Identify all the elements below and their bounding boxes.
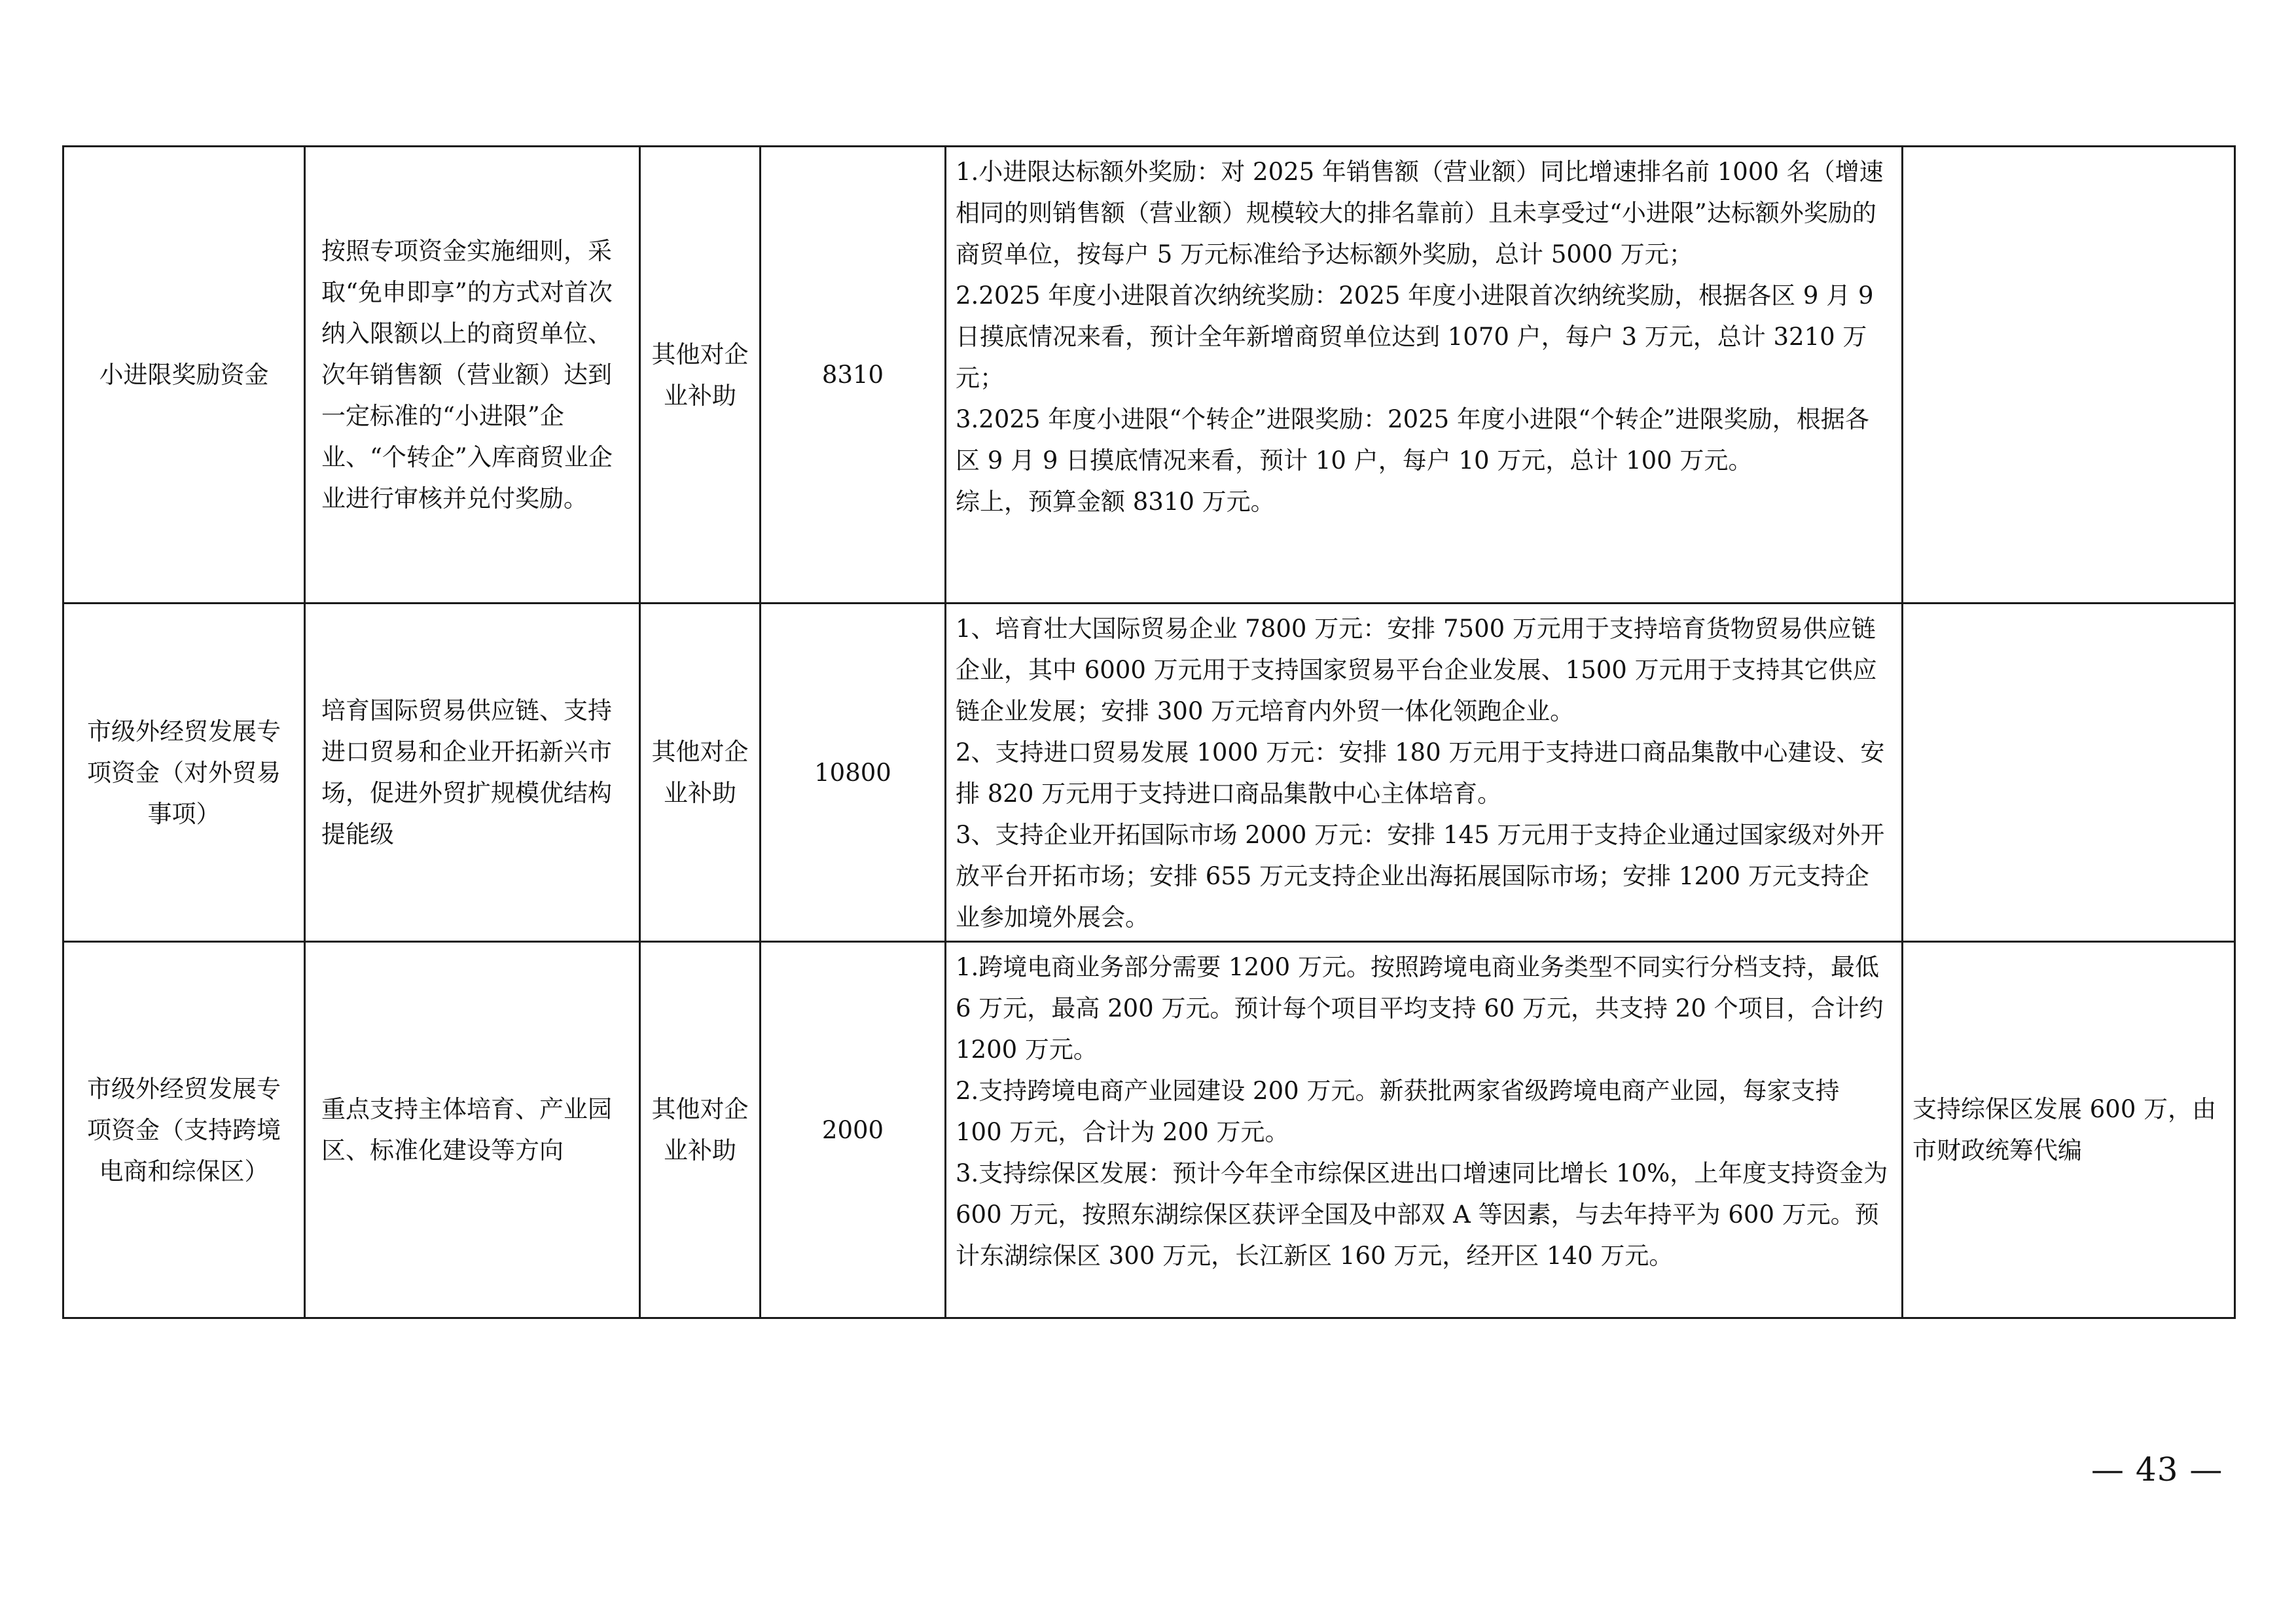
fund-note-cell (1903, 147, 2235, 604)
detail-paragraph: 3.支持综保区发展：预计今年全市综保区进出口增速同比增长 10%，上年度支持资金为 600 万元，按照东湖综保区获评全国及中部双 A 等因素，与去年持平为 600 万元。预计东湖综保区 300 万元，长江新区 160 万元，经开区 140 万元。 (956, 1159, 1888, 1270)
fund-content-cell (305, 942, 640, 1318)
fund-amount-text: 10800 (814, 758, 891, 787)
detail-paragraph: 2、支持进口贸易发展 1000 万元：安排 180 万元用于支持进口商品集散中心建设、安排 820 万元用于支持进口商品集散中心主体培育。 (956, 738, 1885, 808)
detail-paragraph: 1.跨境电商业务部分需要 1200 万元。按照跨境电商业务类型不同实行分档支持，最低 6 万元，最高 200 万元。预计每个项目平均支持 60 万元，共支持 20 个项目，合计约 1200 万元。 (956, 953, 1884, 1064)
fund-detail-cell (946, 604, 1903, 942)
page-number: — 43 — (2091, 1451, 2223, 1489)
fund-type-cell (640, 942, 761, 1318)
table-row (63, 604, 2235, 942)
fund-content-text: 培育国际贸易供应链、支持进口贸易和企业开拓新兴市场，促进外贸扩规模优结构提能级 (321, 696, 612, 848)
fund-type-text: 其他对企业补助 (651, 340, 749, 410)
fund-amount-cell (761, 604, 946, 942)
detail-paragraph: 2.支持跨境电商产业园建设 200 万元。新获批两家省级跨境电商产业园，每家支持 100 万元，合计为 200 万元。 (956, 1077, 1840, 1146)
fund-content-cell (305, 147, 640, 604)
detail-paragraph: 1、培育壮大国际贸易企业 7800 万元：安排 7500 万元用于支持培育货物贸易供应链企业，其中 6000 万元用于支持国家贸易平台企业发展、1500 万元用于支持其它供应链企业发展；安排 300 万元培育内外贸一体化领跑企业。 (956, 615, 1877, 725)
detail-paragraph: 1.小进限达标额外奖励：对 2025 年销售额（营业额）同比增速排名前 1000 名（增速相同的则销售额（营业额）规模较大的排名靠前）且未享受过“小进限”达标额外奖励的商贸单位，按每户 5 万元标准给予达标额外奖励，总计 5000 万元； (956, 158, 1884, 268)
fund-name-cell (63, 942, 305, 1318)
table-row (63, 942, 2235, 1318)
table-row (63, 147, 2235, 604)
budget-table (62, 145, 2236, 1319)
fund-name-cell (63, 604, 305, 942)
fund-type-text: 其他对企业补助 (651, 738, 749, 807)
fund-amount-cell (761, 942, 946, 1318)
fund-name-cell: 小进限奖励资金 (63, 147, 305, 604)
fund-name-text: 市级外经贸发展专项资金（对外贸易事项） (87, 717, 281, 828)
fund-amount-cell (761, 147, 946, 604)
fund-amount-text: 2000 (821, 1115, 884, 1144)
fund-content-text: 重点支持主体培育、产业园区、标准化建设等方向 (321, 1095, 612, 1164)
fund-detail-cell (946, 147, 1903, 604)
fund-name-text: 市级外经贸发展专项资金（支持跨境电商和综保区） (87, 1074, 281, 1185)
fund-amount-text: 8310 (821, 361, 884, 389)
fund-note-cell (1903, 604, 2235, 942)
detail-paragraph: 2.2025 年度小进限首次纳统奖励：2025 年度小进限首次纳统奖励，根据各区 9 月 9 日摸底情况来看，预计全年新增商贸单位达到 1070 户，每户 3 万元，总计 3210 万元； (956, 281, 1874, 392)
detail-paragraph: 3、支持企业开拓国际市场 2000 万元：安排 145 万元用于支持企业通过国家级对外开放平台开拓市场；安排 655 万元支持企业出海拓展国际市场；安排 1200 万元支持企业参加境外展会。 (956, 821, 1885, 931)
fund-content-cell (305, 604, 640, 942)
fund-note-cell (1903, 942, 2235, 1318)
fund-detail-cell (946, 942, 1903, 1318)
fund-type-cell (640, 147, 761, 604)
detail-paragraph: 综上，预算金额 8310 万元。 (956, 488, 1275, 516)
fund-content-text: 按照专项资金实施细则，采取“免申即享”的方式对首次纳入限额以上的商贸单位、次年销售额（营业额）达到一定标准的“小进限”企业、“个转企”入库商贸业企业进行审核并兑付奖励。 (321, 237, 613, 513)
fund-type-cell (640, 604, 761, 942)
fund-type-text: 其他对企业补助 (651, 1095, 749, 1164)
detail-paragraph: 3.2025 年度小进限“个转企”进限奖励：2025 年度小进限“个转企”进限奖励，根据各区 9 月 9 日摸底情况来看，预计 10 户，每户 10 万元，总计 100 万元。 (956, 405, 1869, 475)
fund-note-text: 支持综保区发展 600 万，由市财政统筹代编 (1912, 1095, 2217, 1164)
